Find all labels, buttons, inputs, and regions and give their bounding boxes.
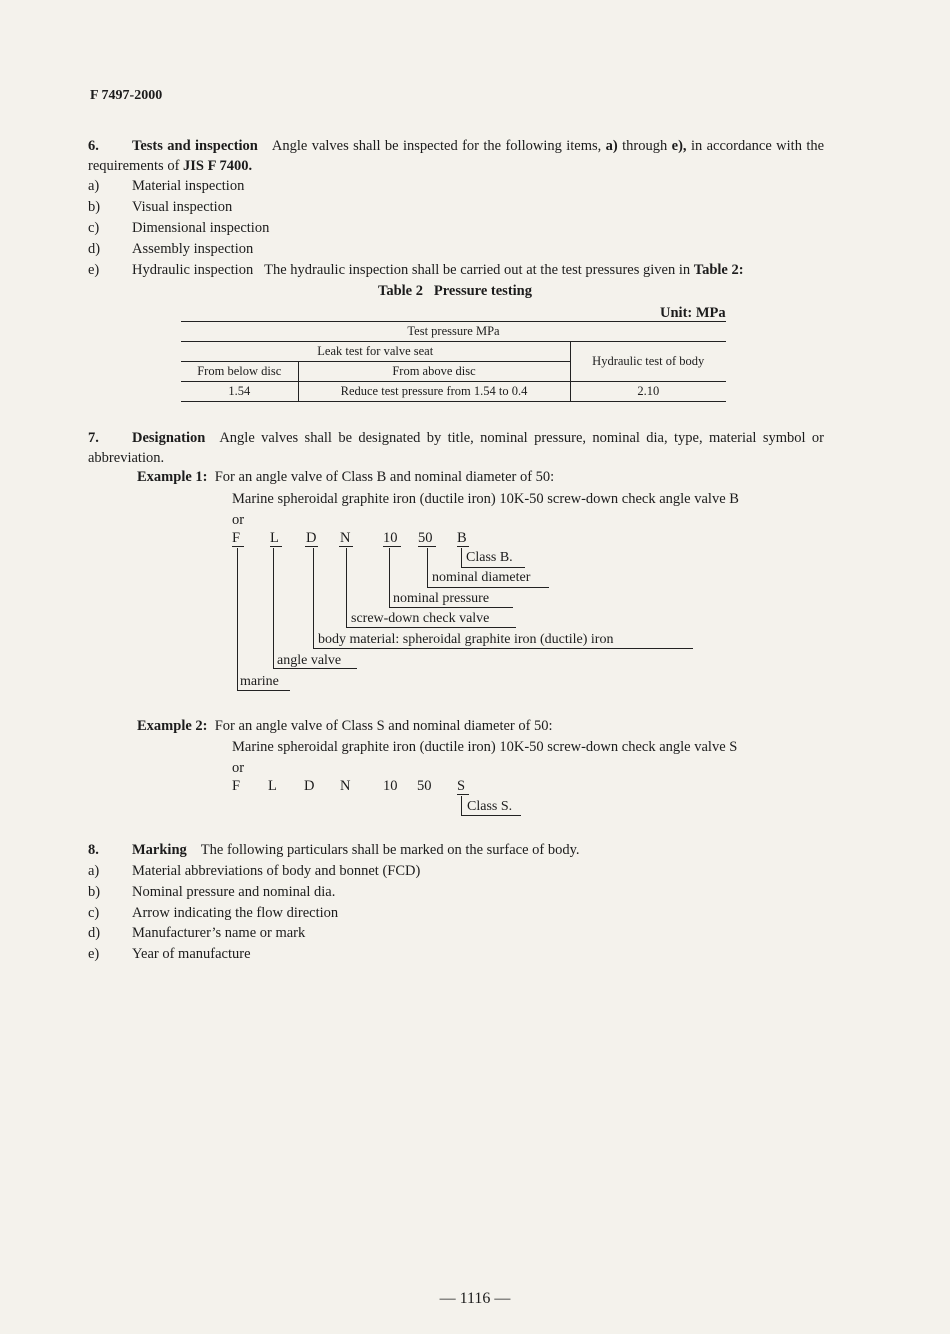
label-body-material: body material: spheroidal graphite iron (ductile) iron xyxy=(318,632,614,647)
list-item: b) Nominal pressure and nominal dia. xyxy=(88,884,336,900)
table-header-below-disc: From below disc xyxy=(181,362,298,382)
label-nominal-diameter: nominal diameter xyxy=(432,570,531,585)
code-letter: B xyxy=(457,530,467,546)
table-cell-below-value: 1.54 xyxy=(181,382,298,402)
code-letter: D xyxy=(306,530,317,546)
label-screw-down: screw-down check valve xyxy=(351,611,490,626)
code-letter: L xyxy=(270,530,279,546)
code-letter: D xyxy=(304,778,315,794)
example-2-intro: Example 2: For an angle valve of Class S and nominal diameter of 50: xyxy=(137,718,553,734)
label-marine: marine xyxy=(240,674,279,689)
document-number: F 7497-2000 xyxy=(90,88,163,103)
list-item: c) Arrow indicating the flow direction xyxy=(88,905,339,921)
page-number: — 1116 — xyxy=(439,1290,511,1307)
code-letter: F xyxy=(232,778,241,794)
code-letter: N xyxy=(340,530,351,546)
example-1-intro: Example 1: For an angle valve of Class B and nominal diameter of 50: xyxy=(137,469,555,485)
table-header-hydraulic: Hydraulic test of body xyxy=(570,342,726,382)
label-class-s: Class S. xyxy=(467,799,513,814)
code-letter: F xyxy=(232,530,241,546)
list-item: e) Year of manufacture xyxy=(88,946,251,962)
list-item: d) Assembly inspection xyxy=(88,241,254,257)
code-letter: 10 xyxy=(383,530,398,546)
list-item: b) Visual inspection xyxy=(88,199,233,215)
section-7-title: Designation xyxy=(132,430,206,446)
table-2-title: Table 2 Pressure testing xyxy=(377,283,532,299)
jis-reference: JIS F 7400. xyxy=(183,158,253,174)
list-item: a) Material inspection xyxy=(88,178,245,194)
section-6-intro: 6. Tests and inspection Angle valves shall be inspected for the following items, a) through e), in accordance with the requirements of JIS F 7400. xyxy=(88,138,825,174)
list-item: a) Material abbreviations of body and bonnet (FCD) xyxy=(88,863,421,879)
section-6-title: Tests and inspection xyxy=(132,138,258,154)
table-cell-above-value: Reduce test pressure from 1.54 to 0.4 xyxy=(298,382,570,402)
list-item: d) Manufacturer’s name or mark xyxy=(88,925,306,941)
example-1-full-name: Marine spheroidal graphite iron (ductile iron) 10K-50 screw-down check angle valve B xyxy=(232,491,739,507)
section-8-title: Marking xyxy=(132,842,187,858)
table-header-test-pressure: Test pressure MPa xyxy=(181,322,726,342)
table-header-leak-test: Leak test for valve seat xyxy=(181,342,570,362)
section-8-number: 8. xyxy=(88,842,99,858)
list-item: e) Hydraulic inspection The hydraulic inspection shall be carried out at the test pressures given in Table 2: xyxy=(88,262,744,278)
table-cell-hydraulic-value: 2.10 xyxy=(570,382,726,402)
code-letter: S xyxy=(457,778,466,794)
section-8-intro: 8. Marking The following particulars shall be marked on the surface of body. xyxy=(88,842,580,858)
table-unit: Unit: MPa xyxy=(660,305,726,321)
section-7-number: 7. xyxy=(88,430,99,446)
code-letter: 50 xyxy=(418,530,433,546)
pressure-testing-table xyxy=(181,321,726,402)
code-letter: 10 xyxy=(383,778,398,794)
label-nominal-pressure: nominal pressure xyxy=(393,591,490,606)
code-letter: N xyxy=(340,778,351,794)
code-letter: L xyxy=(268,778,277,794)
example-2-or: or xyxy=(232,760,245,776)
label-class: Class B. xyxy=(466,550,513,565)
section-6-number: 6. xyxy=(88,138,99,154)
example-1-or: or xyxy=(232,512,245,528)
list-item: c) Dimensional inspection xyxy=(88,220,270,236)
code-letter: 50 xyxy=(417,778,432,794)
table-header-above-disc: From above disc xyxy=(298,362,570,382)
section-7-intro: 7. Designation Angle valves shall be designated by title, nominal pressure, nominal dia, type, material symbol or abbreviation. xyxy=(88,430,824,466)
label-angle-valve: angle valve xyxy=(277,653,342,668)
example-2-full-name: Marine spheroidal graphite iron (ductile iron) 10K-50 screw-down check angle valve S xyxy=(232,739,738,755)
